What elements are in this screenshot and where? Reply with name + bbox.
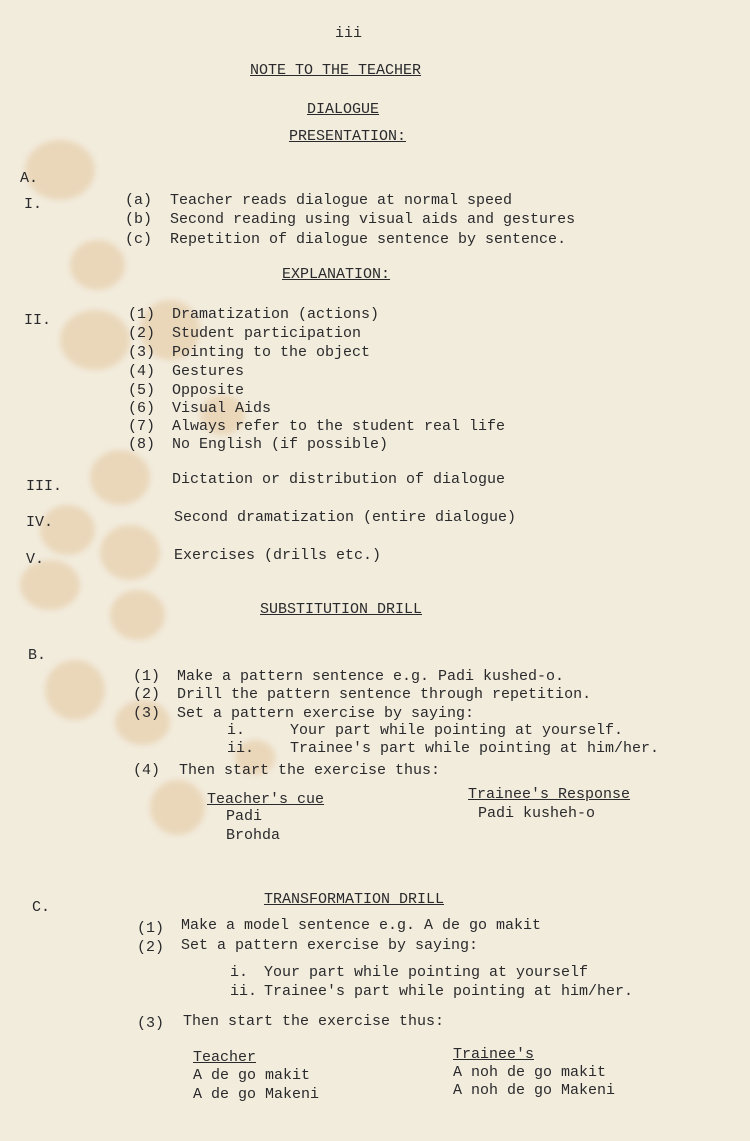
list-item: Repetition of dialogue sentence by sentence. <box>170 231 567 248</box>
trainee-row: A noh de go makit <box>453 1064 607 1081</box>
list-marker: (2) <box>128 325 156 342</box>
list-marker: (3) <box>133 705 161 722</box>
list-marker: (7) <box>128 418 156 435</box>
list-item: Visual Aids <box>172 400 272 417</box>
substitution-drill-heading: SUBSTITUTION DRILL <box>260 601 423 618</box>
sub-item-marker: ii. <box>230 983 258 1000</box>
list-marker: (2) <box>137 939 165 956</box>
list-marker: (2) <box>133 686 161 703</box>
sub-item: Your part while pointing at yourself. <box>290 722 624 739</box>
section-a-label: A. <box>20 170 39 187</box>
step-text: Exercises (drills etc.) <box>174 547 382 564</box>
list-item: Then start the exercise thus: <box>183 1013 445 1030</box>
list-item: Set a pattern exercise by saying: <box>181 937 479 954</box>
response-row: Padi kusheh-o <box>478 805 596 822</box>
roman-iv-label: IV. <box>26 514 54 531</box>
list-marker: (3) <box>128 344 156 361</box>
page-subtitle: DIALOGUE <box>307 101 380 118</box>
section-c-label: C. <box>32 899 51 916</box>
roman-v-label: V. <box>26 551 45 568</box>
teacher-row: A de go Makeni <box>193 1086 320 1103</box>
trainees-response-header: Trainee's Response <box>468 786 631 803</box>
sub-item-marker: i. <box>230 964 249 981</box>
list-item: Dramatization (actions) <box>172 306 380 323</box>
explanation-heading: EXPLANATION: <box>282 266 391 283</box>
teacher-row: A de go makit <box>193 1067 311 1084</box>
list-marker: (3) <box>137 1015 165 1032</box>
cue-row: Padi <box>226 808 263 825</box>
trainee-header: Trainee's <box>453 1046 535 1063</box>
list-marker: (8) <box>128 436 156 453</box>
presentation-heading: PRESENTATION: <box>289 128 407 145</box>
sub-item: Your part while pointing at yourself <box>264 964 589 981</box>
list-item: Student participation <box>172 325 362 342</box>
list-marker: (1) <box>128 306 156 323</box>
list-item: Make a model sentence e.g. A de go makit <box>181 917 542 934</box>
list-marker: (5) <box>128 382 156 399</box>
list-item: Always refer to the student real life <box>172 418 506 435</box>
step-text: Second dramatization (entire dialogue) <box>174 509 517 526</box>
list-item: Make a pattern sentence e.g. Padi kushed-o. <box>177 668 565 685</box>
sub-item-marker: ii. <box>227 740 255 757</box>
sub-item-marker: i. <box>227 722 246 739</box>
sub-item: Trainee's part while pointing at him/her. <box>264 983 634 1000</box>
list-item: Drill the pattern sentence through repetition. <box>177 686 592 703</box>
list-marker: (1) <box>133 668 161 685</box>
cue-row: Brohda <box>226 827 281 844</box>
list-item: Pointing to the object <box>172 344 371 361</box>
teachers-cue-header: Teacher's cue <box>207 791 325 808</box>
list-marker: (4) <box>133 762 161 779</box>
list-marker: (c) <box>125 231 153 248</box>
transformation-drill-heading: TRANSFORMATION DRILL <box>264 891 445 908</box>
list-marker: (6) <box>128 400 156 417</box>
section-b-label: B. <box>28 647 47 664</box>
teacher-header: Teacher <box>193 1049 257 1066</box>
list-marker: (4) <box>128 363 156 380</box>
list-item: Second reading using visual aids and gestures <box>170 211 576 228</box>
roman-iii-label: III. <box>26 478 63 495</box>
list-marker: (1) <box>137 920 165 937</box>
sub-item: Trainee's part while pointing at him/her. <box>290 740 660 757</box>
trainee-row: A noh de go Makeni <box>453 1082 616 1099</box>
roman-ii-label: II. <box>24 312 52 329</box>
list-marker: (a) <box>125 192 153 209</box>
page-number: iii <box>335 25 363 42</box>
list-item: Gestures <box>172 363 245 380</box>
list-item: Opposite <box>172 382 245 399</box>
page-title: NOTE TO THE TEACHER <box>250 62 422 79</box>
list-marker: (b) <box>125 211 153 228</box>
list-item: No English (if possible) <box>172 436 389 453</box>
list-item: Then start the exercise thus: <box>179 762 441 779</box>
list-item: Set a pattern exercise by saying: <box>177 705 475 722</box>
step-text: Dictation or distribution of dialogue <box>172 471 506 488</box>
list-item: Teacher reads dialogue at normal speed <box>170 192 513 209</box>
roman-i-label: I. <box>24 196 43 213</box>
